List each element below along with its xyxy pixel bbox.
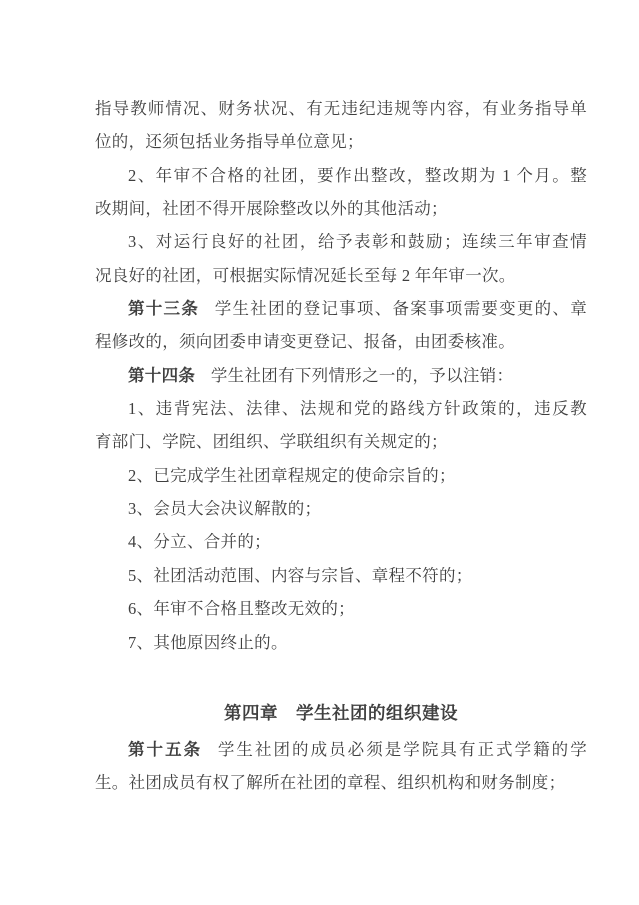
text-line: 7、其他原因终止的。 xyxy=(128,632,288,652)
text-line: 6、年审不合格且整改无效的； xyxy=(128,599,355,619)
text-line: 生。社团成员有权了解所在社团的章程、组织机构和财务制度； xyxy=(95,773,566,793)
article-text: 学生社团的成员必须是学院具有正式学籍的学 xyxy=(217,739,588,759)
text-line: 4、分立、合并的； xyxy=(128,532,271,552)
text-line: 2、年审不合格的社团，要作出整改，整改期为 1 个月。整 xyxy=(128,165,587,185)
article-number: 第十四条 xyxy=(128,365,196,385)
text-line: 5、社团活动范围、内容与宗旨、章程不符的； xyxy=(128,565,473,585)
text-line: 1、违背宪法、法律、法规和党的路线方针政策的，违反教 xyxy=(128,399,587,419)
article-number: 第十三条 xyxy=(128,299,200,319)
text-line: 2、已完成学生社团章程规定的使命宗旨的； xyxy=(128,465,456,485)
article-line xyxy=(95,359,587,392)
text-line: 3、对运行良好的社团，给予表彰和鼓励；连续三年审查情 xyxy=(128,232,587,252)
text-line: 改期间，社团不得开展除整改以外的其他活动； xyxy=(95,199,448,219)
chapter-heading: 第四章 学生社团的组织建设 xyxy=(224,702,458,723)
text-line: 3、会员大会决议解散的； xyxy=(128,499,322,519)
article-line xyxy=(95,292,587,325)
article-line xyxy=(95,733,587,766)
text-line: 程修改的，须向团委申请变更登记、报备，由团委核准。 xyxy=(95,332,515,352)
text-line: 指导教师情况、财务状况、有无违纪违规等内容，有业务指导单 xyxy=(95,99,587,118)
article-text: 学生社团有下列情形之一的，予以注销： xyxy=(210,365,514,385)
article-text: 学生社团的登记事项、备案事项需要变更的、章 xyxy=(214,299,587,319)
article-number: 第十五条 xyxy=(128,739,203,759)
text-line: 育部门、学院、团组织、学联组织有关规定的； xyxy=(95,432,448,452)
text-line: 况良好的社团，可根据实际情况延长至每 2 年年审一次。 xyxy=(95,265,516,285)
text-line: 位的，还须包括业务指导单位意见； xyxy=(95,132,364,152)
